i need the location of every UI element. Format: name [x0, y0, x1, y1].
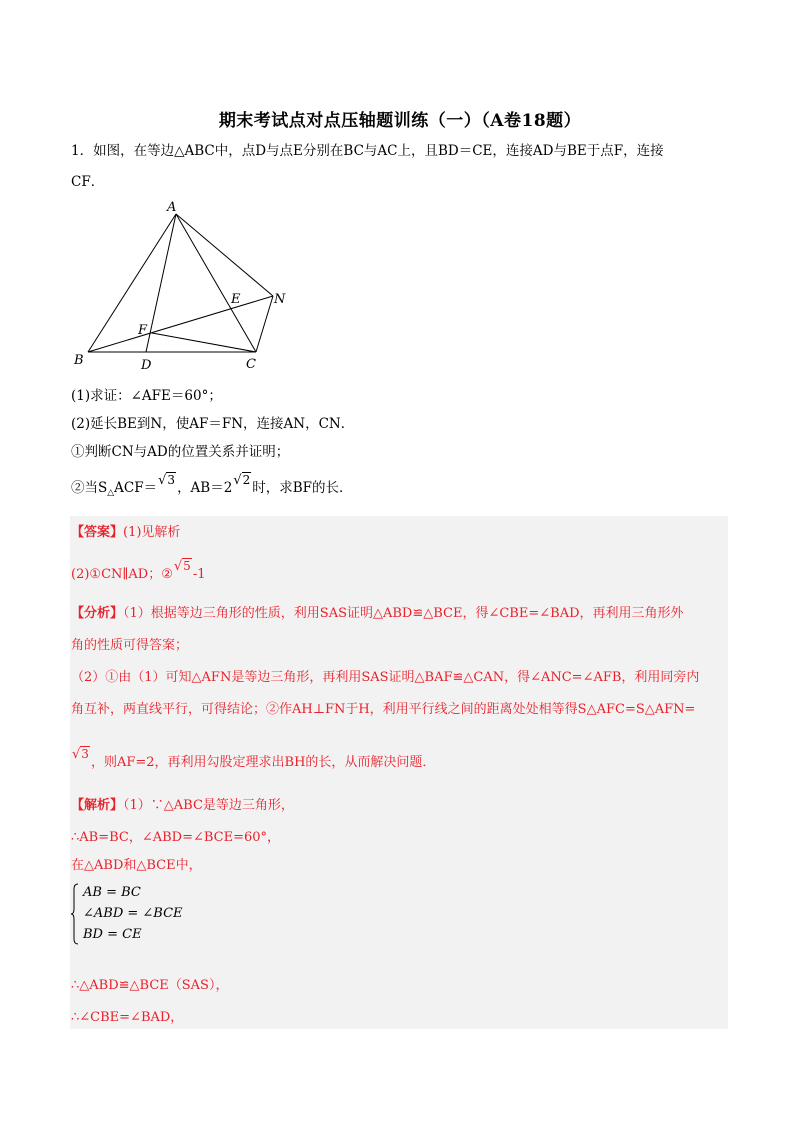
solution-line5: ∴∠CBE=∠BAD，	[71, 1010, 184, 1025]
analysis-line2: 角的性质可得答案；	[71, 638, 189, 653]
label-C: C	[246, 357, 256, 372]
label-B: B	[74, 353, 84, 368]
solution-line1: 【解析】（1）∵△ABC是等边三角形，	[71, 798, 294, 813]
equation-system	[83, 882, 183, 945]
system-eq-1: AB = BC	[83, 885, 141, 900]
sqrt-3: √3	[158, 473, 176, 488]
analysis-line5: √3，则AF=2，再利用勾股定理求出BH的长，从而解决问题．	[71, 752, 435, 773]
answer-line1: 【答案】(1)见解析	[71, 525, 181, 540]
question-stem-line1: 1．如图，在等边△ABC中，点D与点E分别在BC与AC上，且BD＝CE，连接AD与BE于点F，连接	[71, 143, 664, 159]
analysis-line1: 【分析】（1）根据等边三角形的性质，利用SAS证明△ABD≌△BCE，得∠CBE=∠BAD，再利用三角形外	[71, 606, 684, 621]
label-E: E	[231, 292, 241, 307]
solution-line3: 在△ABD和△BCE中，	[71, 858, 202, 873]
system-eq-2: ∠ABD = ∠BCE	[83, 906, 183, 921]
page-title: 期末考试点对点压轴题训练（一）（A卷18题）	[218, 111, 582, 131]
label-N: N	[274, 292, 286, 307]
label-A: A	[167, 200, 177, 215]
question-part2-1: ①判断CN与AD的位置关系并证明；	[71, 444, 290, 460]
question-part2: (2)延长BE到N，使AF＝FN，连接AN，CN．	[71, 416, 355, 432]
question-part2-2: ②当$S_\triangle ACF=√3$ ，AB＝2√2 时，求BF的长．	[71, 478, 353, 503]
question-stem-line2: CF．	[71, 174, 105, 190]
analysis-line3: （2）①由（1）可知△AFN是等边三角形，再利用SAS证明△BAF≌△CAN，得∠ANC=∠AFB，利用同旁内	[71, 670, 700, 685]
segment-BN	[88, 296, 273, 352]
question-part1: (1)求证：∠AFE＝60°；	[71, 388, 222, 404]
segment-CF	[152, 333, 256, 352]
sqrt-2: √2	[233, 473, 251, 488]
geometry-figure	[66, 196, 296, 376]
segment-AN	[176, 214, 273, 296]
solution-line2: ∴AB=BC，∠ABD=∠BCE=60°，	[71, 830, 281, 845]
sqrt-3-analysis: √3	[72, 747, 89, 762]
label-F: F	[138, 323, 148, 338]
answer-line2: (2)①CN∥AD；②√5-1	[71, 564, 205, 585]
segment-AB	[88, 214, 176, 352]
sqrt-5: √5	[173, 559, 191, 574]
analysis-line4: 角互补，两直线平行，可得结论；②作AH⊥FN于H，利用平行线之间的距离处处相等得S△AFC=S△AFN=	[71, 702, 696, 717]
system-brace	[71, 883, 79, 945]
label-D: D	[141, 358, 152, 373]
system-eq-3: BD = CE	[83, 927, 142, 942]
segment-AC	[176, 214, 256, 352]
segment-AD	[146, 214, 176, 352]
solution-line4: ∴△ABD≌△BCE（SAS），	[71, 978, 229, 993]
segment-CN	[256, 296, 273, 352]
